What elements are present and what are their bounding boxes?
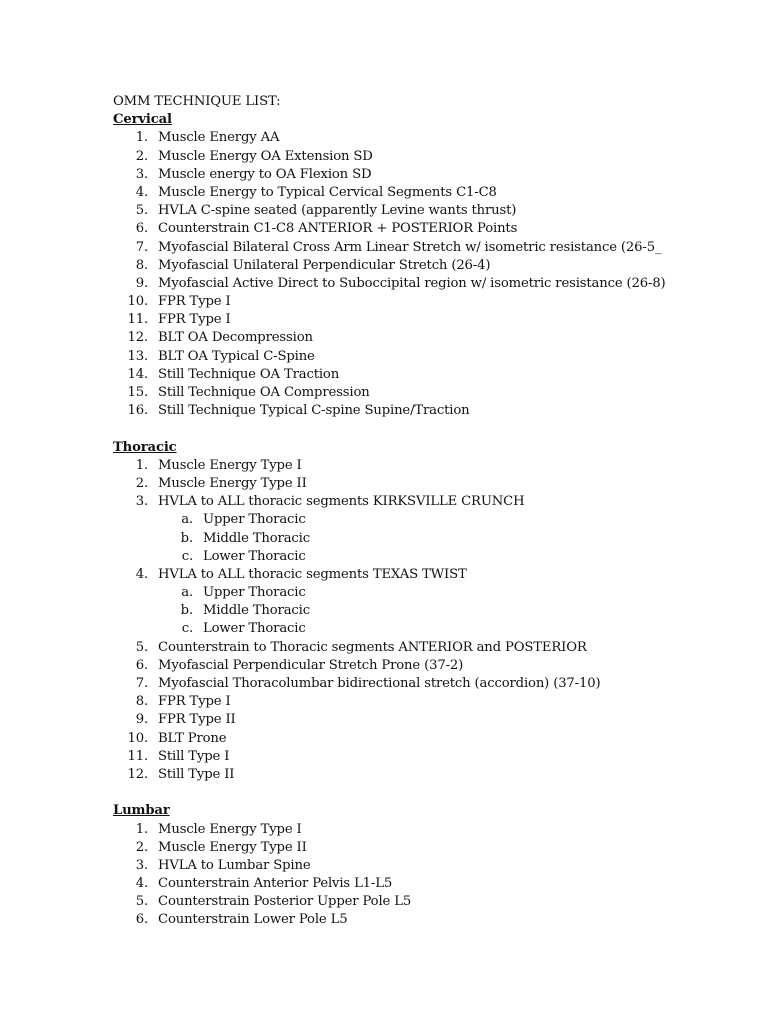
sub-list-item-text: Lower Thoracic xyxy=(203,621,306,637)
sub-list-item-text: Upper Thoracic xyxy=(203,512,306,528)
list-item xyxy=(113,166,753,184)
list-item xyxy=(113,457,753,475)
list-item-number: 10. xyxy=(127,730,148,746)
list-item-text: FPR Type I xyxy=(158,312,231,328)
sections-container xyxy=(113,111,753,929)
list-item-text: Muscle energy to OA Flexion SD xyxy=(158,166,372,182)
list-item-number: 9. xyxy=(135,275,148,291)
sub-list-item-letter: a. xyxy=(181,512,193,528)
list-item xyxy=(113,384,753,402)
list-item-text: HVLA to Lumbar Spine xyxy=(158,857,311,873)
list-item-number: 10. xyxy=(127,294,148,310)
section-heading: Cervical xyxy=(113,112,172,128)
list-item xyxy=(113,129,753,147)
list-item xyxy=(113,821,753,839)
list-item-text: Muscle Energy Type II xyxy=(158,839,307,855)
document-title: OMM TECHNIQUE LIST: xyxy=(113,94,281,109)
list-item-number: 9. xyxy=(135,712,148,728)
list-item-number: 5. xyxy=(135,639,148,655)
list-item-text: FPR Type II xyxy=(158,712,236,728)
list-item xyxy=(113,675,753,693)
list-item-text: Counterstrain Lower Pole L5 xyxy=(158,912,348,928)
sub-list-item xyxy=(113,584,753,602)
list-item xyxy=(113,639,753,657)
list-item-text: HVLA to ALL thoracic segments KIRKSVILLE CRUNCH xyxy=(158,494,525,510)
list-item-text: Myofascial Bilateral Cross Arm Linear Stretch w/ isometric resistance (26-5_ xyxy=(158,239,662,255)
list-item-text: Still Technique Typical C-spine Supine/Traction xyxy=(158,403,470,419)
list-item-text: Counterstrain Posterior Upper Pole L5 xyxy=(158,894,412,910)
list-item xyxy=(113,475,753,493)
list-item xyxy=(113,348,753,366)
list-item-number: 12. xyxy=(127,330,148,346)
list-item-number: 1. xyxy=(135,130,148,146)
list-item xyxy=(113,748,753,766)
list-item-text: Counterstrain Anterior Pelvis L1-L5 xyxy=(158,876,393,892)
list-item-text: FPR Type I xyxy=(158,694,231,710)
sub-list-item xyxy=(113,602,753,620)
list-item xyxy=(113,857,753,875)
list-item-number: 4. xyxy=(135,566,148,582)
list-item-number: 2. xyxy=(135,148,148,164)
list-item xyxy=(113,766,753,784)
list-item-text: Muscle Energy Type II xyxy=(158,475,307,491)
list-item-number: 2. xyxy=(135,475,148,491)
list-item-text: Muscle Energy to Typical Cervical Segments C1-C8 xyxy=(158,184,497,200)
list-item-number: 8. xyxy=(135,257,148,273)
sub-list-item xyxy=(113,530,753,548)
list-item xyxy=(113,239,753,257)
list-item-text: BLT OA Decompression xyxy=(158,330,313,346)
list-item-number: 8. xyxy=(135,694,148,710)
list-item-text: BLT Prone xyxy=(158,730,227,746)
list-item xyxy=(113,566,753,584)
list-item-number: 3. xyxy=(135,494,148,510)
list-item xyxy=(113,893,753,911)
section-lumbar xyxy=(113,802,753,929)
list-item-text: Muscle Energy Type I xyxy=(158,821,302,837)
list-item-text: Myofascial Unilateral Perpendicular Stretch (26-4) xyxy=(158,257,491,273)
list-item-text: Still Type II xyxy=(158,766,235,782)
list-item-text: Muscle Energy AA xyxy=(158,130,280,146)
list-item-number: 16. xyxy=(127,403,148,419)
sub-list-item-text: Upper Thoracic xyxy=(203,585,306,601)
list-item xyxy=(113,329,753,347)
list-item-number: 15. xyxy=(127,385,148,400)
list-item-number: 5. xyxy=(135,894,148,910)
list-item-number: 7. xyxy=(135,239,148,255)
list-item-text: Muscle Energy OA Extension SD xyxy=(158,148,373,164)
list-item-number: 11. xyxy=(127,312,148,328)
section-cervical xyxy=(113,111,753,420)
list-item-text: Still Technique OA Traction xyxy=(158,366,340,382)
list-item-number: 4. xyxy=(135,184,148,200)
sub-list-item-letter: a. xyxy=(181,585,193,601)
list-item-number: 1. xyxy=(135,821,148,837)
list-item-number: 12. xyxy=(127,766,148,782)
list-item xyxy=(113,257,753,275)
list-item xyxy=(113,730,753,748)
list-item-number: 6. xyxy=(135,657,148,673)
list-item-number: 3. xyxy=(135,857,148,873)
section-heading: Thoracic xyxy=(113,439,177,455)
list-item-text: Counterstrain to Thoracic segments ANTERIOR and POSTERIOR xyxy=(158,639,587,655)
list-item-text: Still Technique OA Compression xyxy=(158,385,370,400)
list-item-text: BLT OA Typical C-Spine xyxy=(158,348,315,364)
list-item xyxy=(113,275,753,293)
list-item-number: 13. xyxy=(127,348,148,364)
list-item-number: 4. xyxy=(135,876,148,892)
list-item-text: Myofascial Thoracolumbar bidirectional stretch (accordion) (37-10) xyxy=(158,676,601,691)
list-item-text: Still Type I xyxy=(158,748,230,764)
sub-list-item-letter: c. xyxy=(181,621,193,637)
list-item xyxy=(113,657,753,675)
list-item-number: 2. xyxy=(135,839,148,855)
list-item xyxy=(113,311,753,329)
section-thoracic xyxy=(113,439,753,785)
list-item-number: 5. xyxy=(135,203,148,219)
list-item-number: 11. xyxy=(127,748,148,764)
list-item-text: HVLA to ALL thoracic segments TEXAS TWIST xyxy=(158,566,467,582)
list-item-number: 14. xyxy=(127,366,148,382)
sub-list-item-letter: b. xyxy=(180,530,193,546)
list-item xyxy=(113,402,753,420)
list-item-text: Counterstrain C1-C8 ANTERIOR + POSTERIOR Points xyxy=(158,221,518,237)
list-item-number: 7. xyxy=(135,676,148,691)
list-item xyxy=(113,875,753,893)
list-item-number: 6. xyxy=(135,221,148,237)
list-item-text: Muscle Energy Type I xyxy=(158,457,302,473)
list-item-number: 6. xyxy=(135,912,148,928)
list-item xyxy=(113,220,753,238)
sub-list-item-text: Middle Thoracic xyxy=(203,603,310,619)
document-page xyxy=(113,93,753,930)
list-item-text: FPR Type I xyxy=(158,294,231,310)
list-item xyxy=(113,711,753,729)
list-item xyxy=(113,839,753,857)
list-item-text: HVLA C-spine seated (apparently Levine wants thrust) xyxy=(158,203,517,219)
list-item xyxy=(113,293,753,311)
sub-list-item-letter: c. xyxy=(181,548,193,564)
list-item-text: Myofascial Perpendicular Stretch Prone (37-2) xyxy=(158,657,464,673)
list-item-text: Myofascial Active Direct to Suboccipital region w/ isometric resistance (26-8) xyxy=(158,275,666,291)
sub-list-item xyxy=(113,511,753,529)
list-item xyxy=(113,911,753,929)
list-item xyxy=(113,366,753,384)
list-item xyxy=(113,202,753,220)
list-item xyxy=(113,693,753,711)
list-item-number: 3. xyxy=(135,166,148,182)
list-item xyxy=(113,184,753,202)
list-item xyxy=(113,148,753,166)
sub-list-item-text: Lower Thoracic xyxy=(203,548,306,564)
sub-list-item xyxy=(113,548,753,566)
sub-list-item-letter: b. xyxy=(180,603,193,619)
list-item-number: 1. xyxy=(135,457,148,473)
sub-list-item xyxy=(113,620,753,638)
sub-list-item-text: Middle Thoracic xyxy=(203,530,310,546)
section-heading: Lumbar xyxy=(113,803,170,819)
list-item xyxy=(113,493,753,511)
